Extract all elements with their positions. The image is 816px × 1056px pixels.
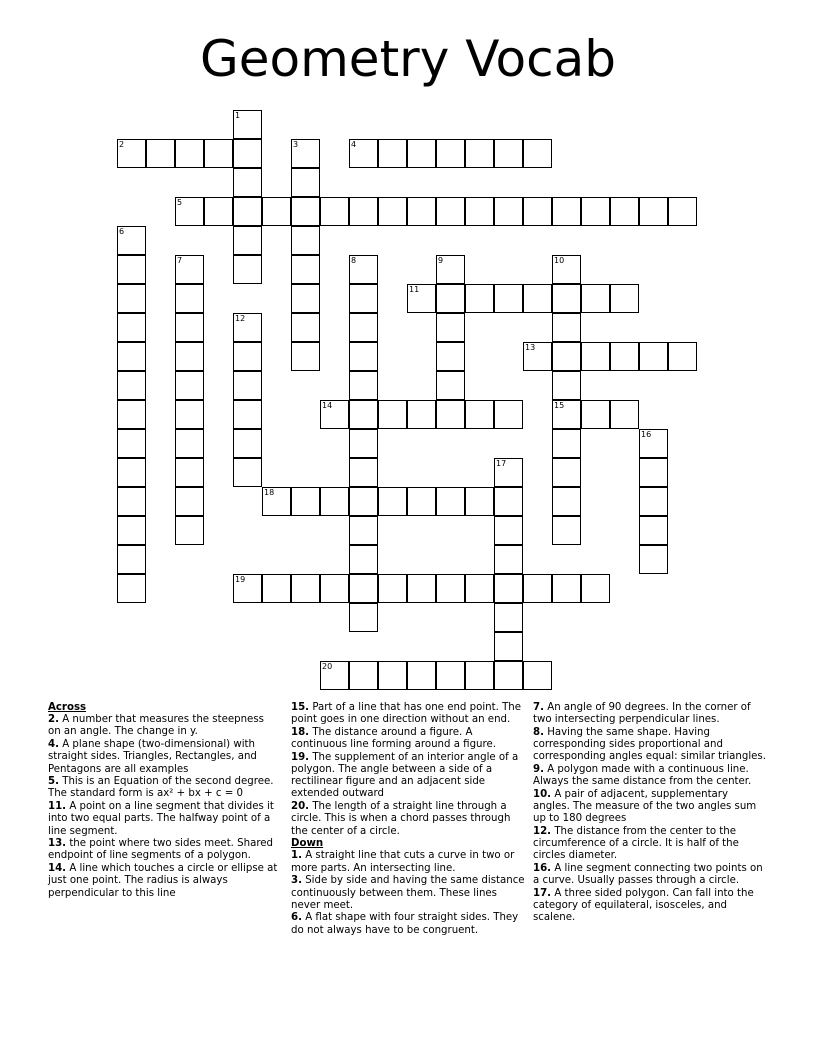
grid-cell[interactable] <box>494 284 523 313</box>
clue-down-17: 17. A three sided polygon. Can fall into the category of equilateral, isosceles, and scalene. <box>533 888 754 924</box>
grid-cell[interactable] <box>233 458 262 487</box>
cell-number: 9 <box>438 256 444 265</box>
grid-cell[interactable] <box>494 197 523 226</box>
grid-cell[interactable] <box>320 574 349 603</box>
grid-cell[interactable] <box>494 458 523 487</box>
grid-cell[interactable] <box>552 458 581 487</box>
grid-cell[interactable] <box>552 342 581 371</box>
grid-cell[interactable] <box>291 139 320 168</box>
cell-number: 13 <box>525 343 536 352</box>
grid-cell[interactable] <box>639 342 668 371</box>
grid-cell[interactable] <box>581 197 610 226</box>
grid-cell[interactable] <box>523 574 552 603</box>
grid-cell[interactable] <box>668 197 697 226</box>
grid-cell[interactable] <box>407 139 436 168</box>
grid-cell[interactable] <box>291 487 320 516</box>
grid-cell[interactable] <box>233 400 262 429</box>
grid-cell[interactable] <box>494 516 523 545</box>
grid-cell[interactable] <box>262 574 291 603</box>
grid-cell[interactable] <box>320 487 349 516</box>
grid-cell[interactable] <box>175 197 204 226</box>
grid-cell[interactable] <box>668 342 697 371</box>
grid-cell[interactable] <box>291 574 320 603</box>
grid-cell[interactable] <box>523 661 552 690</box>
grid-cell[interactable] <box>436 255 465 284</box>
clue-down-3: 3. Side by side and having the same distance continuously between them. These lines never meet. <box>291 875 525 911</box>
cell-number: 20 <box>322 662 333 671</box>
grid-cell[interactable] <box>436 371 465 400</box>
grid-cell[interactable] <box>233 110 262 139</box>
grid-cell[interactable] <box>175 342 204 371</box>
grid-cell[interactable] <box>204 139 233 168</box>
grid-cell[interactable] <box>262 487 291 516</box>
grid-cell[interactable] <box>378 400 407 429</box>
grid-cell[interactable] <box>436 313 465 342</box>
grid-cell[interactable] <box>494 574 523 603</box>
cell-number: 2 <box>119 140 125 149</box>
grid-cell[interactable] <box>117 139 146 168</box>
grid-cell[interactable] <box>117 342 146 371</box>
grid-cell[interactable] <box>117 516 146 545</box>
grid-cell[interactable] <box>407 487 436 516</box>
cell-number: 4 <box>351 140 357 149</box>
grid-cell[interactable] <box>175 255 204 284</box>
grid-cell[interactable] <box>465 661 494 690</box>
clue-down-9: 9. A polygon made with a continuous line. Always the same distance from the center. <box>533 764 752 788</box>
grid-cell[interactable] <box>117 284 146 313</box>
grid-cell[interactable] <box>291 284 320 313</box>
grid-cell[interactable] <box>436 139 465 168</box>
grid-cell[interactable] <box>436 400 465 429</box>
grid-cell[interactable] <box>552 313 581 342</box>
grid-cell[interactable] <box>291 168 320 197</box>
grid-cell[interactable] <box>494 139 523 168</box>
grid-cell[interactable] <box>117 545 146 574</box>
grid-cell[interactable] <box>117 226 146 255</box>
clue-down-8: 8. Having the same shape. Having corresponding sides proportional and corresponding angles equal: similar triangles. <box>533 726 766 763</box>
cell-number: 8 <box>351 256 357 265</box>
grid-cell[interactable] <box>552 197 581 226</box>
grid-cell[interactable] <box>117 255 146 284</box>
cell-number: 6 <box>119 227 125 236</box>
grid-cell[interactable] <box>436 574 465 603</box>
clue-across-13: 13. the point where two sides meet. Shared endpoint of line segments of a polygon. <box>48 838 274 862</box>
grid-cell[interactable] <box>436 197 465 226</box>
grid-cell[interactable] <box>117 371 146 400</box>
grid-cell[interactable] <box>117 458 146 487</box>
cell-number: 11 <box>409 285 420 294</box>
grid-cell[interactable] <box>349 313 378 342</box>
grid-cell[interactable] <box>494 632 523 661</box>
grid-cell[interactable] <box>581 284 610 313</box>
grid-cell[interactable] <box>465 139 494 168</box>
grid-cell[interactable] <box>117 574 146 603</box>
grid-cell[interactable] <box>349 342 378 371</box>
clue-column-1 <box>48 702 278 900</box>
grid-cell[interactable] <box>233 313 262 342</box>
grid-cell[interactable] <box>349 139 378 168</box>
grid-cell[interactable] <box>233 139 262 168</box>
cell-number: 16 <box>641 430 652 439</box>
grid-cell[interactable] <box>494 661 523 690</box>
grid-cell[interactable] <box>465 284 494 313</box>
grid-cell[interactable] <box>349 661 378 690</box>
grid-cell[interactable] <box>175 313 204 342</box>
clue-column-3 <box>533 702 768 925</box>
grid-cell[interactable] <box>465 574 494 603</box>
grid-cell[interactable] <box>552 284 581 313</box>
grid-cell[interactable] <box>291 342 320 371</box>
clue-across-18: 18. The distance around a figure. A continuous line forming around a figure. <box>291 726 496 751</box>
grid-cell[interactable] <box>349 284 378 313</box>
grid-cell[interactable] <box>349 429 378 458</box>
grid-cell[interactable] <box>465 197 494 226</box>
grid-cell[interactable] <box>465 400 494 429</box>
grid-cell[interactable] <box>320 661 349 690</box>
grid-cell[interactable] <box>639 516 668 545</box>
grid-cell[interactable] <box>610 400 639 429</box>
grid-cell[interactable] <box>523 139 552 168</box>
grid-cell[interactable] <box>175 458 204 487</box>
grid-cell[interactable] <box>523 197 552 226</box>
grid-cell[interactable] <box>175 139 204 168</box>
grid-cell[interactable] <box>552 516 581 545</box>
grid-cell[interactable] <box>436 342 465 371</box>
cell-number: 17 <box>496 459 507 468</box>
clue-down-6: 6. A flat shape with four straight sides. They do not always have to be congruent. <box>291 912 519 936</box>
cell-number: 1 <box>235 111 241 120</box>
grid-cell[interactable] <box>552 487 581 516</box>
grid-cell[interactable] <box>291 226 320 255</box>
grid-cell[interactable] <box>581 400 610 429</box>
grid-cell[interactable] <box>378 139 407 168</box>
grid-cell[interactable] <box>233 255 262 284</box>
clue-across-5: 5. This is an Equation of the second degree. The standard form is ax² + bx + c = 0 <box>48 776 274 800</box>
clue-across-14: 14. A line which touches a circle or ellipse at just one point. The radius is always perpendicular to this line <box>48 863 278 899</box>
grid-cell[interactable] <box>610 342 639 371</box>
cell-number: 19 <box>235 575 246 584</box>
grid-cell[interactable] <box>262 197 291 226</box>
clue-across-2: 2. A number that measures the steepness on an angle. The change in y. <box>48 714 264 738</box>
grid-cell[interactable] <box>117 313 146 342</box>
grid-cell[interactable] <box>233 168 262 197</box>
grid-cell[interactable] <box>552 429 581 458</box>
grid-cell[interactable] <box>407 197 436 226</box>
grid-cell[interactable] <box>320 400 349 429</box>
grid-cell[interactable] <box>233 429 262 458</box>
grid-cell[interactable] <box>639 545 668 574</box>
grid-cell[interactable] <box>117 429 146 458</box>
grid-cell[interactable] <box>349 458 378 487</box>
grid-cell[interactable] <box>610 197 639 226</box>
grid-cell[interactable] <box>117 487 146 516</box>
grid-cell[interactable] <box>349 603 378 632</box>
grid-cell[interactable] <box>291 255 320 284</box>
grid-cell[interactable] <box>494 603 523 632</box>
grid-cell[interactable] <box>378 574 407 603</box>
grid-cell[interactable] <box>349 574 378 603</box>
grid-cell[interactable] <box>552 371 581 400</box>
cell-number: 12 <box>235 314 246 323</box>
grid-cell[interactable] <box>378 661 407 690</box>
grid-cell[interactable] <box>349 197 378 226</box>
grid-cell[interactable] <box>639 487 668 516</box>
grid-cell[interactable] <box>407 284 436 313</box>
grid-cell[interactable] <box>349 487 378 516</box>
across-heading: Across <box>48 702 87 713</box>
cell-number: 5 <box>177 198 183 207</box>
grid-cell[interactable] <box>349 371 378 400</box>
grid-cell[interactable] <box>291 313 320 342</box>
grid-cell[interactable] <box>349 255 378 284</box>
grid-cell[interactable] <box>407 574 436 603</box>
grid-cell[interactable] <box>639 197 668 226</box>
grid-cell[interactable] <box>523 342 552 371</box>
grid-cell[interactable] <box>378 487 407 516</box>
clue-across-11: 11. A point on a line segment that divides it into two equal parts. The halfway point of a line segment. <box>48 801 274 837</box>
grid-cell[interactable] <box>552 400 581 429</box>
down-heading: Down <box>291 838 324 850</box>
grid-cell[interactable] <box>407 661 436 690</box>
cell-number: 7 <box>177 256 183 265</box>
grid-cell[interactable] <box>233 342 262 371</box>
cell-number: 3 <box>293 140 299 149</box>
grid-cell[interactable] <box>233 371 262 400</box>
grid-cell[interactable] <box>407 400 436 429</box>
clue-down-12: 12. The distance from the center to the circumference of a circle. It is half of the circles diameter. <box>533 826 739 862</box>
clue-down-7: 7. An angle of 90 degrees. In the corner of two intersecting perpendicular lines. <box>533 702 751 726</box>
grid-cell[interactable] <box>349 400 378 429</box>
grid-cell[interactable] <box>639 458 668 487</box>
grid-cell[interactable] <box>175 400 204 429</box>
grid-cell[interactable] <box>494 400 523 429</box>
clue-down-10: 10. A pair of adjacent, supplementary angles. The measure of the two angles sum up to 180 degrees <box>533 788 757 825</box>
clue-down-16: 16. A line segment connecting two points on a curve. Usually passes through a circle. <box>533 863 763 887</box>
grid-cell[interactable] <box>233 226 262 255</box>
grid-cell[interactable] <box>610 284 639 313</box>
grid-cell[interactable] <box>175 487 204 516</box>
page-title: Geometry Vocab <box>200 30 616 88</box>
grid-cell[interactable] <box>494 545 523 574</box>
cell-number: 15 <box>554 401 565 410</box>
grid-cell[interactable] <box>436 487 465 516</box>
clue-down-1: 1. A straight line that cuts a curve in two or more parts. An intersecting line. <box>291 850 515 874</box>
grid-cell[interactable] <box>117 400 146 429</box>
grid-cell[interactable] <box>552 574 581 603</box>
clue-column-2 <box>291 702 525 937</box>
cell-number: 10 <box>554 256 565 265</box>
grid-cell[interactable] <box>436 284 465 313</box>
clue-across-4: 4. A plane shape (two-dimensional) with straight sides. Triangles, Rectangles, and Pentagons are all examples <box>48 739 257 775</box>
grid-cell[interactable] <box>175 371 204 400</box>
grid-cell[interactable] <box>146 139 175 168</box>
grid-cell[interactable] <box>349 516 378 545</box>
grid-cell[interactable] <box>233 574 262 603</box>
grid-cell[interactable] <box>581 342 610 371</box>
grid-cell[interactable] <box>436 661 465 690</box>
grid-cell[interactable] <box>639 429 668 458</box>
grid-cell[interactable] <box>320 197 349 226</box>
cell-number: 18 <box>264 488 275 497</box>
grid-cell[interactable] <box>175 516 204 545</box>
grid-cell[interactable] <box>175 429 204 458</box>
clue-across-20: 20. The length of a straight line through a circle. This is when a chord passes through the center of a circle. <box>291 801 511 837</box>
clue-across-19: 19. The supplement of an interior angle of a polygon. The angle between a side of a rectilinear figure and an adjacent side extended outward <box>291 751 519 800</box>
grid-cell[interactable] <box>378 197 407 226</box>
grid-cell[interactable] <box>494 487 523 516</box>
grid-cell[interactable] <box>349 545 378 574</box>
grid-cell[interactable] <box>552 255 581 284</box>
grid-cell[interactable] <box>291 197 320 226</box>
grid-cell[interactable] <box>233 197 262 226</box>
grid-cell[interactable] <box>465 487 494 516</box>
grid-cell[interactable] <box>523 284 552 313</box>
cell-number: 14 <box>322 401 333 410</box>
grid-cell[interactable] <box>175 284 204 313</box>
clue-across-15: 15. Part of a line that has one end point. The point goes in one direction without an end. <box>291 702 522 726</box>
grid-cell[interactable] <box>204 197 233 226</box>
grid-cell[interactable] <box>581 574 610 603</box>
